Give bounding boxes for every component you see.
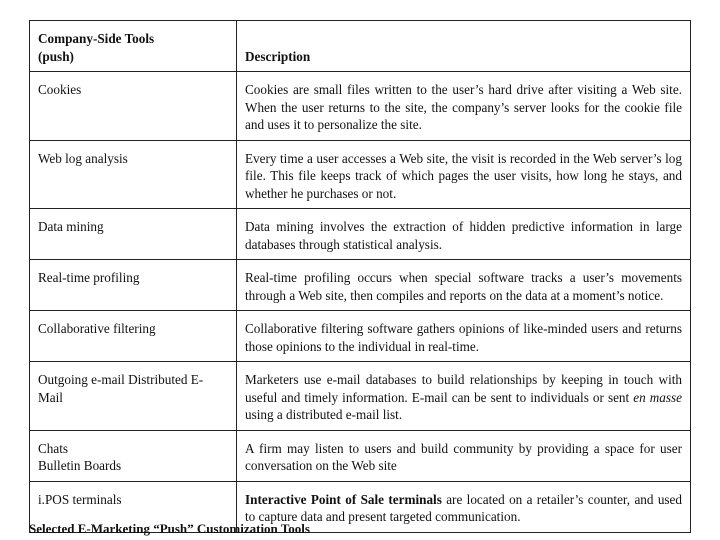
tool-name-cell: i.POS terminals	[30, 481, 237, 532]
description-text: Marketers use e-mail databases to build relationships by keeping in touch with useful and timely information. E-mail can be sent to individuals or sent	[245, 372, 682, 405]
table-row	[30, 209, 691, 260]
header-tools-line2: (push)	[38, 48, 74, 64]
table-row	[30, 140, 691, 209]
header-tools-cell	[30, 21, 237, 72]
description-bold-text: Interactive Point of Sale terminals	[245, 491, 442, 507]
tool-name-line2: Bulletin Boards	[38, 458, 122, 473]
tool-name-cell: Outgoing e-mail Distributed E-Mail	[30, 362, 237, 431]
table-caption: Selected E-Marketing “Push” Customization Tools	[29, 521, 310, 536]
description-italic-text: en masse	[633, 389, 682, 405]
header-description-cell	[237, 21, 691, 72]
description-text: are located on a retailer’s counter, and used to capture data and present targeted communication.	[245, 491, 682, 524]
tool-name-cell: Data mining	[30, 209, 237, 260]
table-header-row	[30, 21, 691, 72]
tool-description-cell	[237, 362, 691, 431]
tool-name-cell	[30, 430, 237, 481]
header-tools-line1: Company-Side Tools	[38, 31, 155, 46]
tool-name-line1: Chats	[38, 440, 69, 456]
tool-name-cell: Web log analysis	[30, 140, 237, 209]
table-row	[30, 260, 691, 311]
push-tools-table	[29, 20, 691, 533]
description-text: using a distributed e-mail list.	[245, 407, 403, 422]
table-row	[30, 72, 691, 141]
tool-description-cell: Collaborative filtering software gathers opinions of like-minded users and returns those opinions to the individual in real-time.	[237, 311, 691, 362]
tool-name-cell: Real-time profiling	[30, 260, 237, 311]
header-description: Description	[245, 48, 311, 64]
tool-name-cell: Collaborative filtering	[30, 311, 237, 362]
tool-description-cell: Cookies are small files written to the user’s hard drive after visiting a Web site. When the user returns to the site, the company’s server looks for the cookie file and uses it to personalize the site.	[237, 72, 691, 141]
tool-description-cell: Data mining involves the extraction of hidden predictive information in large databases through statistical analysis.	[237, 209, 691, 260]
table-row	[30, 362, 691, 431]
table-row	[30, 311, 691, 362]
tool-description-cell: A firm may listen to users and build community by providing a space for user conversation on the Web site	[237, 430, 691, 481]
table-row	[30, 430, 691, 481]
tool-name-cell: Cookies	[30, 72, 237, 141]
tool-description-cell: Real-time profiling occurs when special software tracks a user’s movements through a Web site, then compiles and reports on the data at a moment’s notice.	[237, 260, 691, 311]
tool-description-cell: Every time a user accesses a Web site, the visit is recorded in the Web server’s log file. This file keeps track of which pages the user visits, how long he stays, and whether he purchases or not.	[237, 140, 691, 209]
